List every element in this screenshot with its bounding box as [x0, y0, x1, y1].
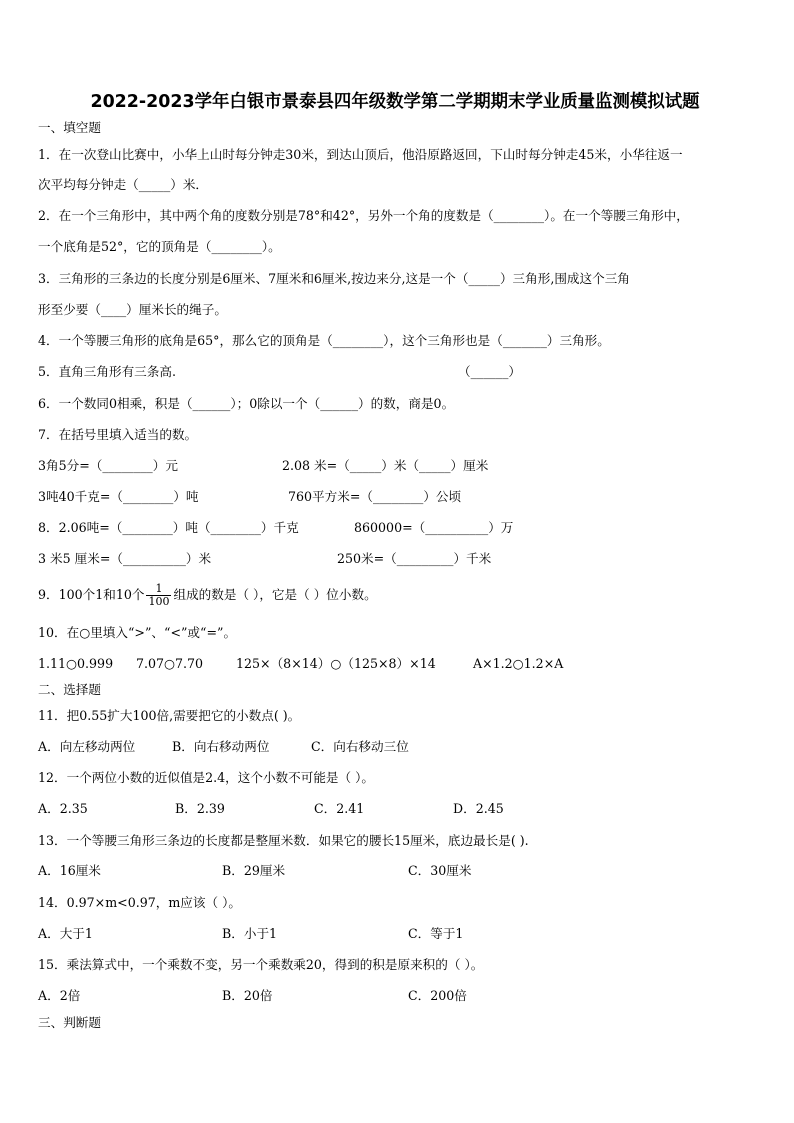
question-13-option-c: C．30厘米 — [408, 863, 472, 878]
question-7-item-3: 3吨40千克=（________）吨 — [38, 489, 199, 504]
question-3-line-2: 形至少要（____）厘米长的绳子。 — [38, 302, 227, 317]
question-15-option-a: A．2倍 — [38, 988, 81, 1003]
question-8-item-1: 8．2.06吨=（________）吨（________）千克 — [38, 520, 299, 535]
question-12-option-c: C．2.41 — [314, 801, 365, 816]
question-10-item-3: 125×（8×14）○（125×8）×14 — [236, 656, 436, 671]
section-multiple-choice: 二、选择题 — [38, 682, 101, 697]
question-11: 11．把0.55扩大100倍,需要把它的小数点( )。 — [38, 708, 301, 723]
question-4: 4．一个等腰三角形的底角是65°，那么它的顶角是（________），这个三角形也是（_______）三角形。 — [38, 333, 610, 348]
question-13-option-b: B．29厘米 — [222, 863, 286, 878]
question-7-item-1: 3角5分=（________）元 — [38, 458, 178, 473]
question-12-option-a: A．2.35 — [38, 801, 88, 816]
question-3-line-1: 3．三角形的三条边的长度分别是6厘米、7厘米和6厘米,按边来分,这是一个（_____）三角形,围成这个三角 — [38, 271, 630, 286]
question-13: 13．一个等腰三角形三条边的长度都是整厘米数．如果它的腰长15厘米，底边最长是( ). — [38, 833, 529, 848]
question-5: 5．直角三角形有三条高. — [38, 364, 176, 379]
question-14-option-b: B．小于1 — [222, 926, 278, 941]
question-14-option-a: A．大于1 — [38, 926, 93, 941]
question-15-option-b: B．20倍 — [222, 988, 273, 1003]
question-1-line-1: 1．在一次登山比赛中，小华上山时每分钟走30米，到达山顶后，他沿原路返回，下山时每分钟走45米，小华往返一 — [38, 147, 683, 162]
question-11-option-b: B．向右移动两位 — [172, 739, 270, 754]
question-10: 10．在○里填入“>”、“<”或“=”。 — [38, 625, 237, 640]
question-14-option-c: C．等于1 — [408, 926, 464, 941]
question-9-prefix: 9．100个1和10个 — [38, 587, 145, 602]
fraction-one-hundredth — [146, 583, 171, 608]
question-8-item-4: 250米=（_________）千米 — [337, 551, 492, 566]
question-9-suffix: 组成的数是（ ），它是（ ）位小数。 — [173, 587, 377, 602]
question-2-line-1: 2．在一个三角形中，其中两个角的度数分别是78°和42°，另外一个角的度数是（________）。在一个等腰三角形中， — [38, 208, 689, 223]
question-15-option-c: C．200倍 — [408, 988, 467, 1003]
question-13-option-a: A．16厘米 — [38, 863, 101, 878]
question-1-line-2: 次平均每分钟走（_____）米． — [38, 177, 209, 192]
question-7: 7．在括号里填入适当的数。 — [38, 427, 198, 442]
section-fill-blank: 一、填空题 — [38, 120, 101, 135]
question-12: 12．一个两位小数的近似值是2.4，这个小数不可能是（ ）。 — [38, 770, 375, 785]
question-11-option-c: C．向右移动三位 — [311, 739, 409, 754]
page-title: 2022-2023学年白银市景泰县四年级数学第二学期期末学业质量监测模拟试题 — [90, 92, 700, 112]
fraction-denominator: 100 — [148, 595, 170, 608]
section-true-false: 三、判断题 — [38, 1015, 101, 1030]
question-10-item-1: 1.11○0.999 — [38, 656, 114, 671]
question-10-item-2: 7.07○7.70 — [136, 656, 204, 671]
question-11-option-a: A．向左移动两位 — [38, 739, 136, 754]
question-2-line-2: 一个底角是52°，它的顶角是（________）。 — [38, 239, 281, 254]
question-12-option-b: B．2.39 — [175, 801, 225, 816]
question-6: 6．一个数同0相乘，积是（______）；0除以一个（______）的数，商是0。 — [38, 396, 455, 411]
question-9 — [38, 580, 377, 610]
question-8-item-2: 860000=（__________）万 — [354, 520, 514, 535]
question-15: 15．乘法算式中，一个乘数不变，另一个乘数乘20，得到的积是原来积的（ ）。 — [38, 957, 484, 972]
question-14: 14．0.97×m<0.97，m应该（ ）。 — [38, 895, 241, 910]
fraction-numerator: 1 — [155, 582, 163, 595]
question-8-item-3: 3 米5 厘米=（__________）米 — [38, 551, 212, 566]
question-12-option-d: D．2.45 — [453, 801, 504, 816]
question-7-item-4: 760平方米=（________）公顷 — [288, 489, 462, 504]
question-5-answer-blank: （______） — [458, 364, 521, 379]
question-10-item-4: A×1.2○1.2×A — [473, 656, 564, 671]
question-7-item-2: 2.08 米=（_____）米（_____）厘米 — [282, 458, 489, 473]
